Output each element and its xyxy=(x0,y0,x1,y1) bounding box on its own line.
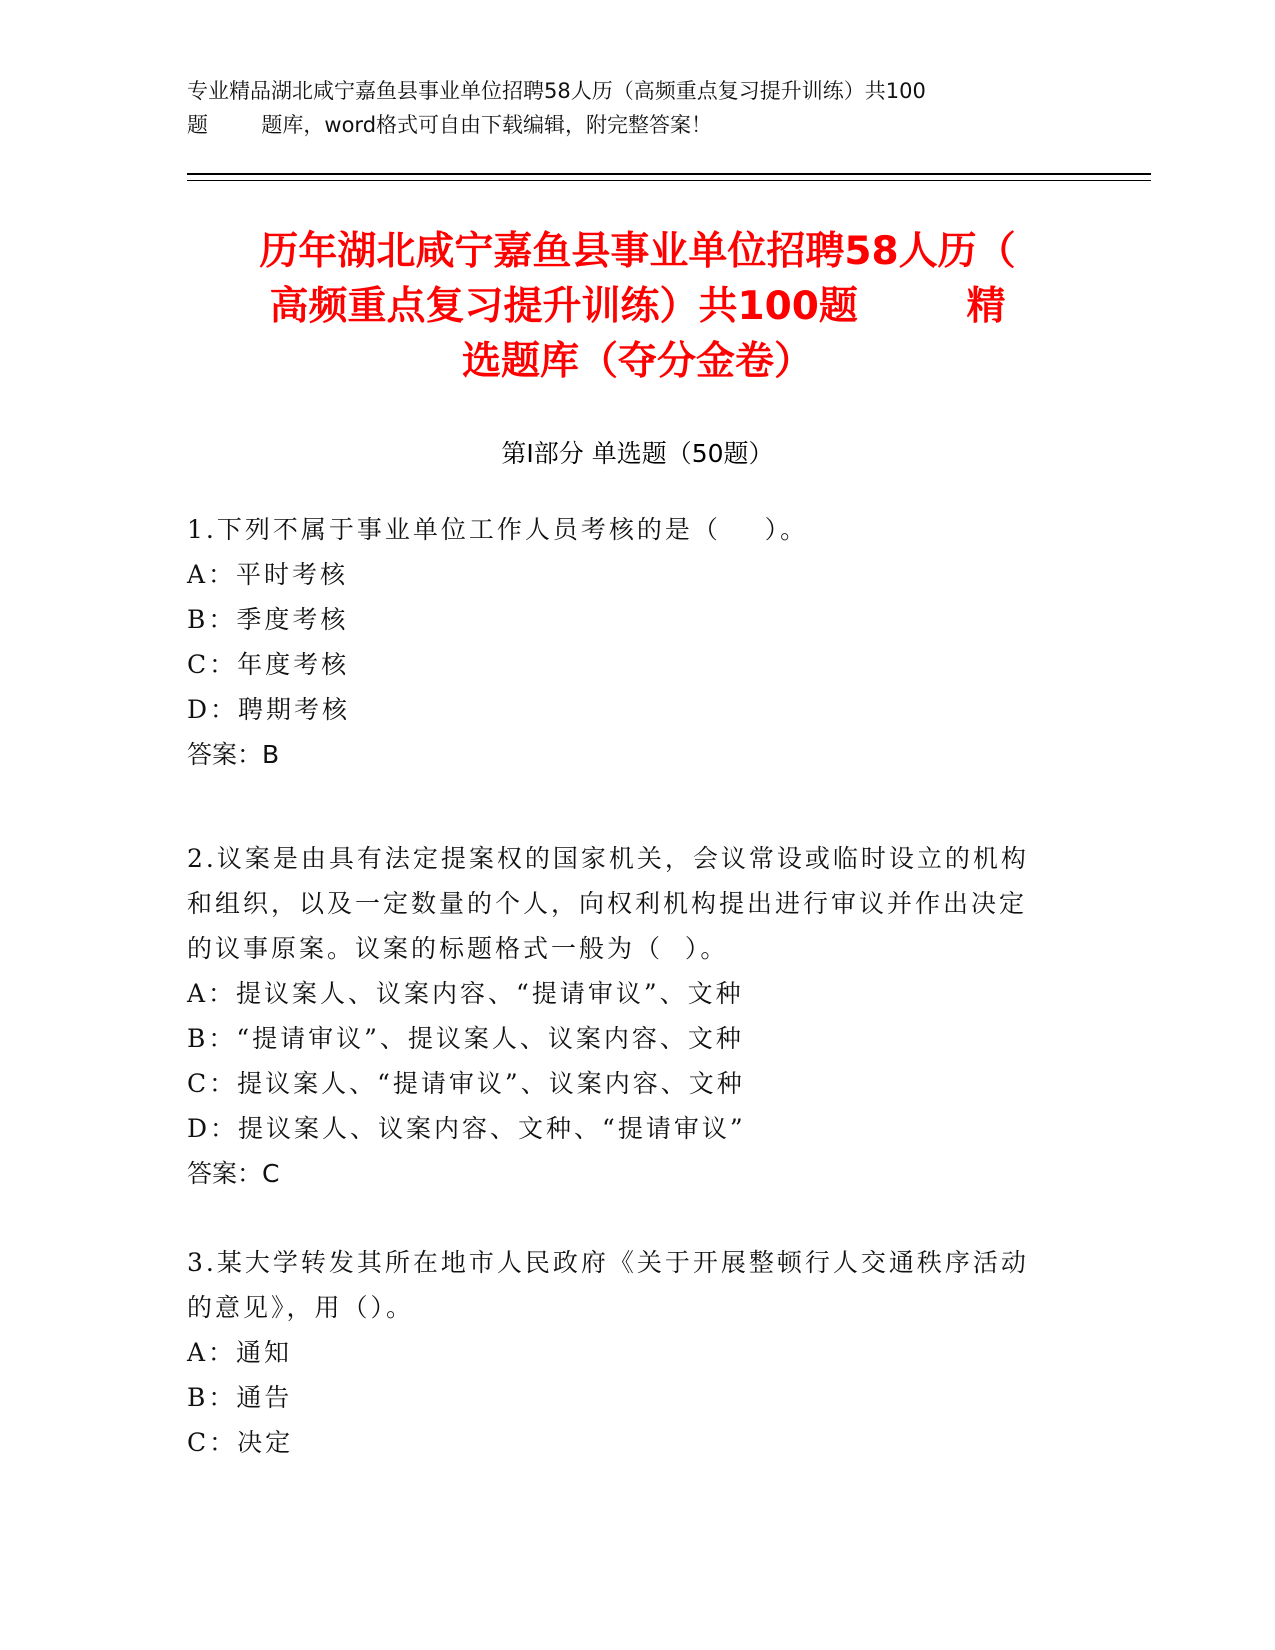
question-2-option-b: B：“提请审议”、提议案人、议案内容、文种 xyxy=(187,1024,744,1053)
question-2-option-c: C：提议案人、“提请审议”、议案内容、文种 xyxy=(187,1069,745,1098)
question-3-stem-line-1: 3.某大学转发其所在地市人民政府《关于开展整顿行人交通秩序活动 xyxy=(187,1248,1029,1277)
question-1-option-a: A：平时考核 xyxy=(187,560,349,589)
question-1-stem: 1.下列不属于事业单位工作人员考核的是（ ）。 xyxy=(187,515,809,544)
question-1 xyxy=(187,507,1067,777)
document-title-line-1: 历年湖北咸宁嘉鱼县事业单位招聘58人历（ xyxy=(259,229,1016,274)
document-title-line-2: 高频重点复习提升训练）共100题 精 xyxy=(269,284,1006,329)
header-divider-thick xyxy=(187,173,1151,175)
header-note-line-2: 题 题库，word格式可自由下载编辑，附完整答案！ xyxy=(187,113,713,137)
header-note xyxy=(187,74,1067,142)
question-3 xyxy=(187,1240,1067,1465)
question-2-option-d: D：提议案人、议案内容、文种、“提请审议” xyxy=(187,1114,746,1143)
question-1-option-b: B：季度考核 xyxy=(187,605,349,634)
question-2-stem-line-1: 2.议案是由具有法定提案权的国家机关，会议常设或临时设立的机构 xyxy=(187,844,1029,873)
question-2-option-a: A：提议案人、议案内容、“提请审议”、文种 xyxy=(187,979,744,1008)
question-2 xyxy=(187,836,1067,1196)
question-3-option-c: C：决定 xyxy=(187,1428,294,1457)
question-1-answer: 答案：B xyxy=(187,740,280,769)
question-2-answer: 答案：C xyxy=(187,1159,280,1188)
question-2-stem-line-2: 和组织，以及一定数量的个人，向权利机构提出进行审议并作出决定 xyxy=(187,889,1028,918)
question-3-stem-line-2: 的意见》，用（）。 xyxy=(187,1293,415,1322)
document-title xyxy=(180,224,1095,389)
question-2-stem-line-3: 的议事原案。议案的标题格式一般为（ ）。 xyxy=(187,934,729,963)
question-3-option-a: A：通知 xyxy=(187,1338,293,1367)
header-note-line-1: 专业精品湖北咸宁嘉鱼县事业单位招聘58人历（高频重点复习提升训练）共100 xyxy=(187,79,926,103)
question-3-option-b: B：通告 xyxy=(187,1383,293,1412)
header-divider-thin xyxy=(187,180,1151,181)
section-title: 第Ⅰ部分 单选题（50题） xyxy=(501,439,774,468)
question-1-option-d: D：聘期考核 xyxy=(187,695,351,724)
document-title-line-3: 选题库（夺分金卷） xyxy=(461,339,813,384)
question-1-option-c: C：年度考核 xyxy=(187,650,350,679)
